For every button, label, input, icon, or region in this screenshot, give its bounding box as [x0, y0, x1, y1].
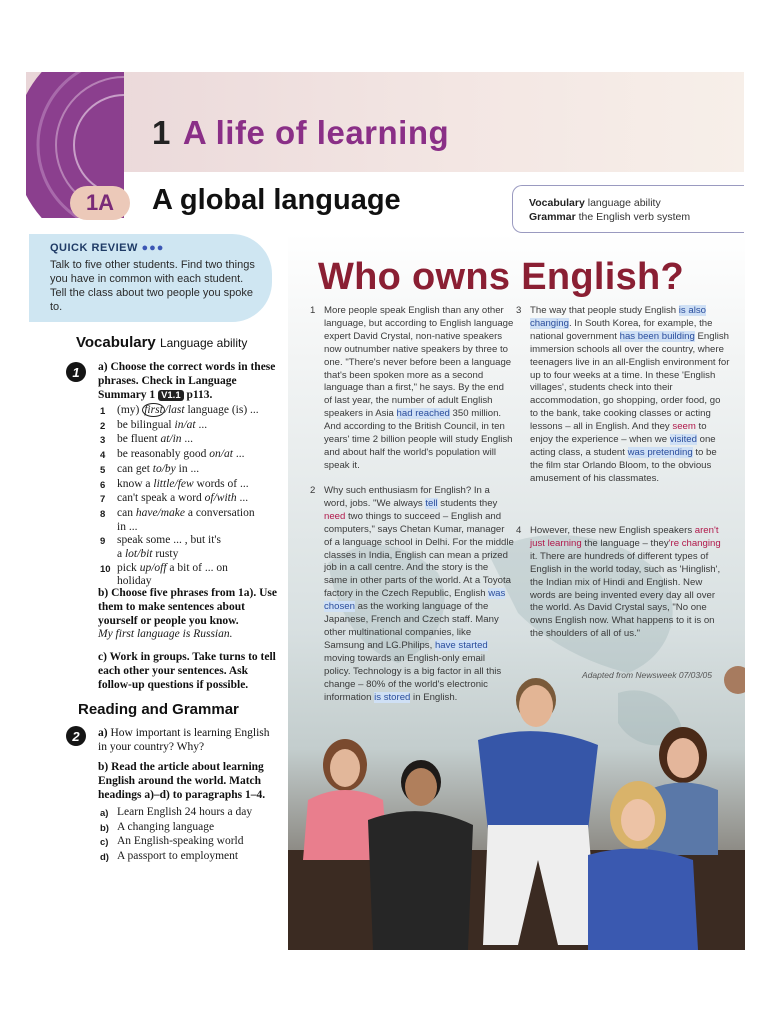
person-far-right	[724, 666, 745, 694]
paragraph-number-2: 2	[310, 485, 316, 496]
article-paragraph-2: 2 Why such enthusiasm for English? In a word, jobs. "We always tell students they need two things to succeed – English and computers," says Chetan Kumar, manager of a language school in Delhi. For the middle classes in India, English can mean a prized job in a call centre. And the story is the same in other parts of the world. At a Toyota factory in the Czech Republic, English was chosen as the working language of the Japanese, French and Czech staff. Many other multinational companies, like Samsung and LG.Philips, have started moving towards an English-only email policy. Technology is a big factor in all this change – 80% of the world's electronic information is stored in English.	[310, 485, 514, 703]
vocab-phrase-text: be fluent at/in ...	[117, 433, 194, 446]
quick-review-dots: ●●●	[141, 242, 165, 254]
focus-grammar-text: the English verb system	[578, 211, 691, 223]
vocab-phrase-text: pick up/off a bit of ... on holiday	[117, 561, 228, 588]
reading-heading-option	[100, 821, 290, 836]
language-summary-link: V1.1	[158, 390, 184, 401]
vocab-phrase-text: (my) first /last language (is) ...	[117, 404, 259, 416]
vocab-phrase-item	[100, 433, 290, 448]
paragraph-number-4: 4	[516, 525, 522, 536]
vocab-phrase-list	[100, 404, 290, 589]
vocab-phrase-item	[100, 404, 290, 419]
vocab-phrase-number: 7	[100, 494, 106, 506]
vocab-instruction-c: c) Work in groups. Take turns to tell each other your sentences. Ask follow-up questions if possible.	[98, 651, 276, 691]
vocab-phrase-number: 3	[100, 435, 106, 447]
vocab-instruction-b: b) Choose five phrases from 1a). Use them to make sentences about yourself or people you know.	[98, 587, 277, 627]
heading-option-letter: b)	[100, 822, 109, 834]
reading-headings-list	[100, 806, 290, 865]
vocab-phrase-text: be reasonably good on/at ...	[117, 448, 245, 461]
article-paragraph-4: 4 However, these new English speakers aren't just learning the language – they're changing it. There are hundreds of different types of English in the world today, such as 'Hinglish', the Indian mix of Hindi and English. New words are being invented every day all over the world. As David Crystal says, "No one owns English now. What happens to it is on the shoulders of all of us."	[516, 525, 721, 640]
lesson-title: A global language	[152, 184, 401, 216]
heading-option-letter: d)	[100, 852, 109, 864]
paragraph-number-3: 3	[516, 305, 522, 316]
unit-title-text: A life of learning	[182, 114, 450, 151]
focus-vocab-label: Vocabulary	[529, 197, 585, 209]
paragraph-number-1: 1	[310, 305, 316, 316]
vocab-phrase-text: can't speak a word of/with ...	[117, 492, 249, 505]
article-paragraph-1: 1 More people speak English than any other language, but according to English language expert David Crystal, non-native speakers now outnumber native speakers by three to one. "There's never before been a language that's been spoken more as a second language than a first," he says. By the end of last year, the number of adult English speakers in Asia had reached 350 million. And according to the British Council, in ten years' time 2 billion people will study English and about half the world's population will speak it.	[310, 305, 514, 471]
vocab-phrase-number: 5	[100, 464, 106, 476]
lesson-code: 1A	[85, 190, 115, 215]
vocab-phrase-number: 10	[100, 563, 111, 575]
vocab-phrase-text: can get to/by in ...	[117, 462, 200, 475]
vocab-phrase-text: be bilingual in/at ...	[117, 418, 208, 431]
vocab-phrase-number: 8	[100, 508, 106, 520]
vocab-phrase-item	[100, 463, 290, 478]
vocab-example: My first language is Russian.	[98, 628, 233, 640]
heading-option-text: Learn English 24 hours a day	[117, 806, 253, 818]
unit-title	[152, 114, 449, 152]
vocab-phrase-number: 1	[100, 406, 106, 417]
vocabulary-subheading: Language ability	[159, 336, 248, 350]
unit-number: 1	[152, 114, 171, 151]
vocab-phrase-text: speak some ... , but it's a lot/bit rusty	[117, 534, 221, 561]
heading-option-text: An English-speaking world	[117, 835, 244, 848]
exercise-number-2: 2	[66, 726, 86, 746]
article-source: Adapted from Newsweek 07/03/05	[582, 670, 712, 680]
lesson-focus-box	[512, 185, 744, 233]
lesson-badge	[70, 186, 130, 220]
vocab-phrase-item	[100, 492, 290, 507]
heading-option-letter: a)	[100, 808, 109, 819]
vocab-phrase-item	[100, 419, 290, 434]
article-title: Who owns English?	[318, 256, 685, 298]
reading-instruction-a: a) How important is learning English in your country? Why?	[98, 727, 270, 753]
reading-heading-option	[100, 850, 290, 865]
vocab-phrase-item	[100, 478, 290, 493]
vocab-phrase-number: 6	[100, 479, 106, 491]
vocab-phrase-number: 2	[100, 420, 106, 432]
vocab-phrase-number: 4	[100, 450, 106, 462]
vocabulary-heading: Vocabulary Language ability	[76, 334, 248, 351]
quick-review-title: QUICK REVIEW ●●●	[50, 242, 165, 254]
vocab-phrase-number: 9	[100, 536, 106, 548]
reading-heading-option	[100, 835, 290, 850]
vocab-instruction-a: a) Choose the correct words in these phrases. Check in Language Summary 1 V1.1 p113.	[98, 361, 276, 401]
reading-heading-option	[100, 806, 290, 821]
vocab-phrase-text: can have/make a conversation in ...	[117, 506, 255, 533]
students-photo	[288, 660, 745, 950]
heading-option-text: A changing language	[117, 820, 215, 833]
heading-option-text: A passport to employment	[117, 850, 239, 863]
exercise-number-1: 1	[66, 362, 86, 382]
student-boy-black-shirt	[368, 760, 473, 950]
vocab-phrase-item	[100, 534, 290, 561]
vocab-phrase-item	[100, 448, 290, 463]
quick-review-text: Talk to five other students. Find two things you have in common with each student. Tell the class about two people you spoke to.	[50, 259, 255, 313]
focus-grammar-label: Grammar	[529, 211, 576, 223]
focus-vocab-text: language ability	[587, 197, 661, 209]
heading-option-letter: c)	[100, 837, 109, 849]
vocab-phrase-item	[100, 507, 290, 534]
reading-instruction-b: b) Read the article about learning English around the world. Match headings a)–d) to paragraphs 1–4.	[98, 761, 266, 801]
reading-heading: Reading and Grammar	[78, 701, 239, 718]
article-paragraph-3: 3 The way that people study English is also changing. In South Korea, for example, the national government has been building English immersion schools all over the country, where teenagers live in an all-English environment for up to four weeks at a time. In these 'English villages', students check into their accommodation, go shopping, order food, go to the bank, take cooking classes or acting lessons – all in English. And they seem to enjoy the experience – when we visited one acting class, a student was pretending to be the film star Orlando Bloom, to the obvious amusement of his classmates.	[516, 305, 730, 484]
vocab-phrase-text: know a little/few words of ...	[117, 477, 249, 490]
